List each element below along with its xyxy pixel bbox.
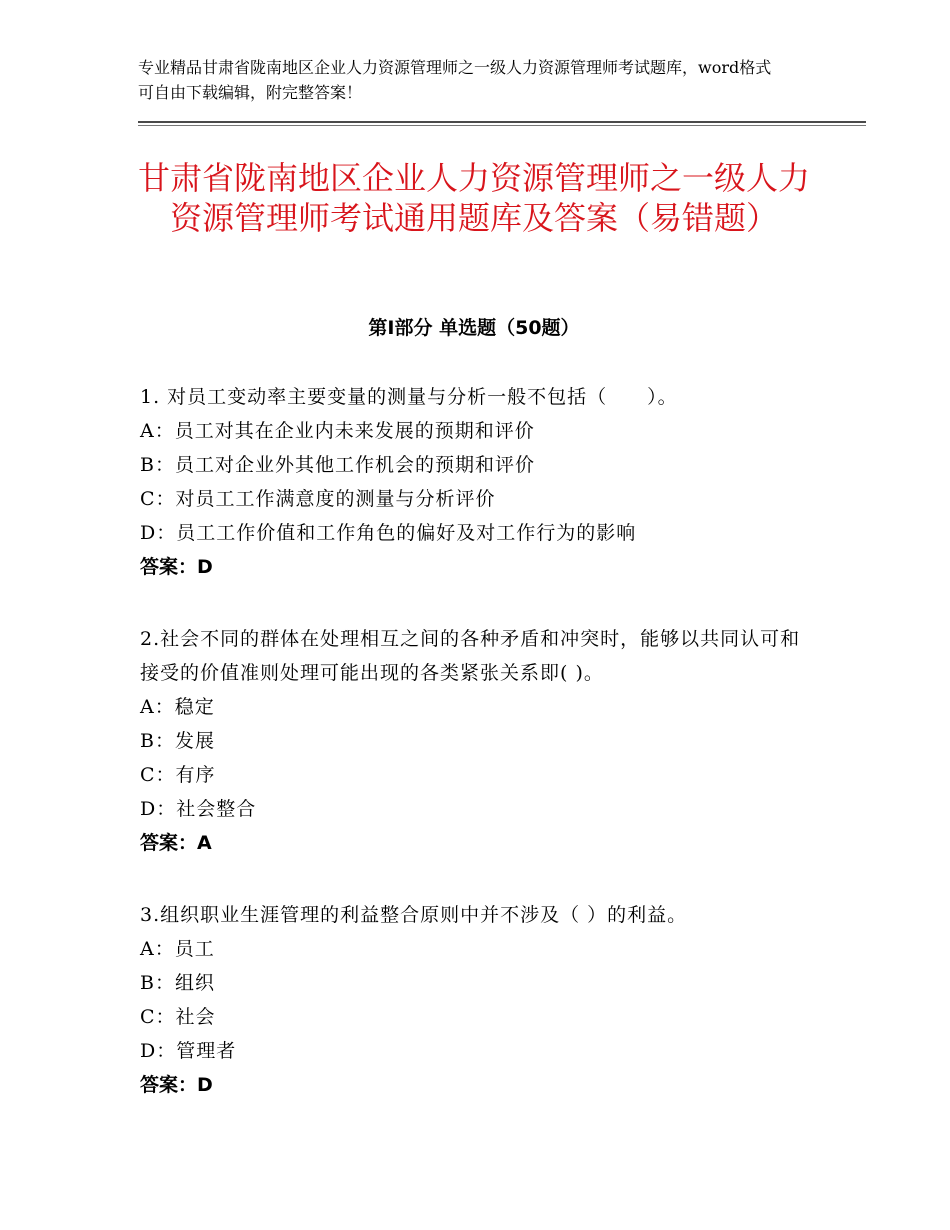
- question-1: [140, 380, 810, 584]
- option-d: D：社会整合: [140, 798, 257, 820]
- option-c: C：对员工工作满意度的测量与分析评价: [140, 488, 496, 510]
- option-d: D：员工工作价值和工作角色的偏好及对工作行为的影响: [140, 522, 637, 544]
- option-b: B：发展: [140, 730, 215, 752]
- option-a: A：员工: [140, 938, 215, 960]
- option-b: B：员工对企业外其他工作机会的预期和评价: [140, 454, 535, 476]
- option-a: A：稳定: [140, 696, 215, 718]
- option-d: D：管理者: [140, 1040, 237, 1062]
- question-stem: 1. 对员工变动率主要变量的测量与分析一般不包括（ ）。: [140, 386, 678, 408]
- question-stem: 3.组织职业生涯管理的利益整合原则中并不涉及（ ）的利益。: [140, 904, 688, 926]
- option-a: A：员工对其在企业内未来发展的预期和评价: [140, 420, 535, 442]
- question-2: [140, 622, 810, 860]
- option-c: C：社会: [140, 1006, 216, 1028]
- header-rule: [138, 121, 866, 123]
- question-stem: 2.社会不同的群体在处理相互之间的各种矛盾和冲突时，能够以共同认可和接受的价值准则处理可能出现的各类紧张关系即( )。: [140, 628, 801, 684]
- header-rule-thin: [138, 125, 866, 126]
- option-b: B：组织: [140, 972, 215, 994]
- option-c: C：有序: [140, 764, 216, 786]
- question-3: [140, 898, 810, 1102]
- answer: 答案：D: [140, 556, 213, 578]
- header-note: 专业精品甘肃省陇南地区企业人力资源管理师之一级人力资源管理师考试题库，word格式可自由下载编辑，附完整答案！: [138, 58, 772, 102]
- section-title: 第Ⅰ部分 单选题（50题）: [368, 317, 580, 339]
- document-title: 甘肃省陇南地区企业人力资源管理师之一级人力资源管理师考试通用题库及答案（易错题）: [138, 159, 811, 237]
- question-list: [140, 380, 810, 1140]
- answer: 答案：D: [140, 1074, 213, 1096]
- answer: 答案：A: [140, 832, 212, 854]
